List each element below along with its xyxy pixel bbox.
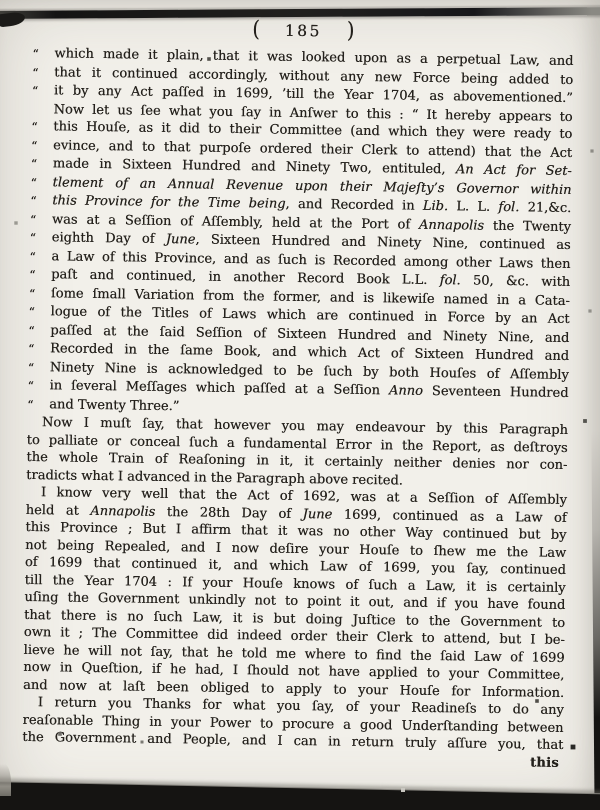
text-line-content: which made it plain, that it was looked upon as a perpetual Law, and bbox=[54, 46, 574, 70]
scan-smudge-bottom-left bbox=[0, 764, 11, 796]
text-line-content: Now let us ſee what you ſay in Anſwer to this : “ It hereby appears to bbox=[53, 101, 573, 125]
text-line-content: Recorded in the ſame Book, and which Act of Sixteen Hundred and bbox=[49, 341, 570, 364]
text-line-content: own it ; The Committee did indeed order their Clerk to attend, but I be- bbox=[23, 624, 565, 648]
text-line-content: now in Queſtion, if he had, I ſhould not have applied to your Committee, bbox=[23, 659, 565, 683]
text-line-content: uſing the Government unkindly not to point it out, and if you have found bbox=[24, 589, 566, 613]
text-line-content: and Twenty Three.” bbox=[49, 396, 180, 414]
margin-quote-mark: “ bbox=[28, 286, 34, 301]
margin-quote-mark: “ bbox=[30, 138, 36, 153]
text-line-content: this Province ; But I affirm that it was no other Way continued but by bbox=[25, 519, 567, 543]
text-line-content: was at a Seſſion of Aſſembly, held at the Port of Annapolis the Twenty bbox=[51, 211, 572, 235]
page-header bbox=[33, 16, 574, 45]
text-line-content: paſſed at the ſaid Seſſion of Sixteen Hundred and Ninety Nine, and bbox=[50, 322, 570, 346]
text-line-content: the whole Train of Reaſoning in it, it certainly neither denies nor con- bbox=[26, 449, 568, 473]
margin-quote-mark: “ bbox=[29, 267, 34, 283]
margin-quote-mark: “ bbox=[31, 83, 37, 99]
page-number: 185 bbox=[284, 21, 322, 41]
text-line-content: Ninety Nine is acknowledged to be ſuch by both Houſes of Aſſembly bbox=[49, 359, 569, 383]
text-line-content: it by any Act paſſed in 1699, ’till the Year 1704, as abovementioned.” bbox=[53, 83, 573, 107]
paragraph bbox=[32, 45, 574, 109]
paragraph bbox=[26, 414, 568, 492]
text-line-content: in ſeveral Meſſages which paſſed at a Seſſion Anno Seventeen Hundred bbox=[49, 378, 569, 401]
text-line-content: this Province for the Time being, and Recorded in Lib. L. L. fol. 21,&c. bbox=[52, 193, 572, 217]
text-line-content: ſome ſmall Variation from the former, and is likewiſe named in a Cata- bbox=[50, 285, 570, 309]
margin-quote-mark: “ bbox=[30, 193, 35, 209]
text-line-content: till the Year 1704 : If your Houſe knows of ſuch a Law, it is certainly bbox=[24, 572, 566, 596]
margin-quote-mark: “ bbox=[32, 65, 37, 80]
margin-quote-mark: “ bbox=[30, 175, 36, 190]
scan-blotch-top-left bbox=[0, 11, 26, 27]
text-line-content: I return you Thanks for what you ſay, of your Readineſs to do any bbox=[37, 695, 564, 718]
text-line-content: I know very well that the Act of 1692, was at a Seſſion of Aſſembly bbox=[40, 485, 567, 508]
margin-quote-mark: “ bbox=[29, 249, 35, 264]
text-line-content: tlement of an Annual Revenue upon their Majeſty’s Governor within bbox=[52, 174, 572, 198]
paragraph bbox=[23, 484, 567, 702]
paragraph bbox=[27, 100, 573, 421]
margin-quote-mark: “ bbox=[27, 341, 33, 357]
text-line-content: lieve he will not ſay, that he told me where to find the ſaid Law of 1699 bbox=[23, 642, 565, 666]
margin-quote-mark: “ bbox=[27, 397, 32, 412]
text-line-content: to palliate or conceal ſuch a fundamental Error in the Report, as deſtroys bbox=[26, 432, 568, 456]
text-line-content: a Law of this Province, and as ſuch is Recorded among other Laws then bbox=[51, 248, 571, 272]
margin-quote-mark: “ bbox=[32, 46, 38, 62]
scan-edge-right bbox=[591, 430, 600, 810]
text-line-content: reaſonable Thing in your Power to procure a good Underſtanding between bbox=[22, 712, 564, 736]
margin-quote-mark: “ bbox=[28, 304, 34, 320]
text-body bbox=[22, 45, 573, 754]
margin-quote-mark: “ bbox=[27, 360, 33, 375]
paragraph bbox=[22, 694, 564, 755]
margin-quote-mark: “ bbox=[30, 156, 36, 172]
text-line-content: evince, and to that purpoſe ordered their Clerk to attend) that the Act bbox=[52, 137, 573, 161]
margin-quote-mark: “ bbox=[27, 378, 33, 394]
text-line-content: eighth Day of June, Sixteen Hundred and Ninety Nine, continued as bbox=[51, 230, 571, 254]
text-line-content: not being Repealed, and I now deſire your Houſe to ſhew me the Law bbox=[25, 537, 567, 561]
text-line-content: the Government and People, and I can in return truly aſſure you, that bbox=[22, 729, 564, 753]
margin-quote-mark: “ bbox=[31, 119, 37, 135]
margin-quote-mark: “ bbox=[29, 212, 35, 227]
scan-speckles bbox=[0, 0, 2, 2]
header-close-paren: ) bbox=[346, 18, 355, 44]
text-line-content: logue of the Titles of Laws which are continued in Force by an Act bbox=[50, 304, 570, 327]
text-line-content: held at Annapolis the 28th Day of June 1699, continued as a Law of bbox=[25, 502, 567, 526]
text-line-content: paſt and continued, in another Record Book L.L. fol. 50, &c. with bbox=[51, 267, 571, 290]
text-line-content: tradicts what I advanced in the Paragraph above recited. bbox=[26, 467, 403, 489]
scan-edge-bottom bbox=[0, 782, 600, 810]
header-open-paren: ( bbox=[252, 16, 260, 43]
text-line-content: Now I muſt ſay, that however you may endeavour by this Paragraph bbox=[41, 415, 569, 438]
catchword: this bbox=[529, 755, 560, 771]
text-line-content: that there is no ſuch Law, it is but doing Juſtice to the Government to bbox=[24, 607, 566, 631]
margin-quote-mark: “ bbox=[28, 323, 34, 338]
text-line-content: of 1699 that continued it, and which Law of 1699, you ſay, continued bbox=[24, 554, 566, 578]
text-line-content: that it continued accordingly, without any new Force being added to bbox=[54, 64, 574, 88]
margin-quote-mark bbox=[31, 100, 53, 118]
text-line-content: this Houſe, as it did to their Committee (and which they were ready to bbox=[53, 119, 573, 143]
text-line-content: made in Sixteen Hundred and Ninety Two, entituled, An Act for Set- bbox=[52, 156, 572, 180]
margin-quote-mark: “ bbox=[29, 230, 35, 246]
text-line-content: and now at laſt been obliged to apply to your Houſe for Information. bbox=[22, 677, 565, 701]
page-content bbox=[22, 16, 574, 772]
